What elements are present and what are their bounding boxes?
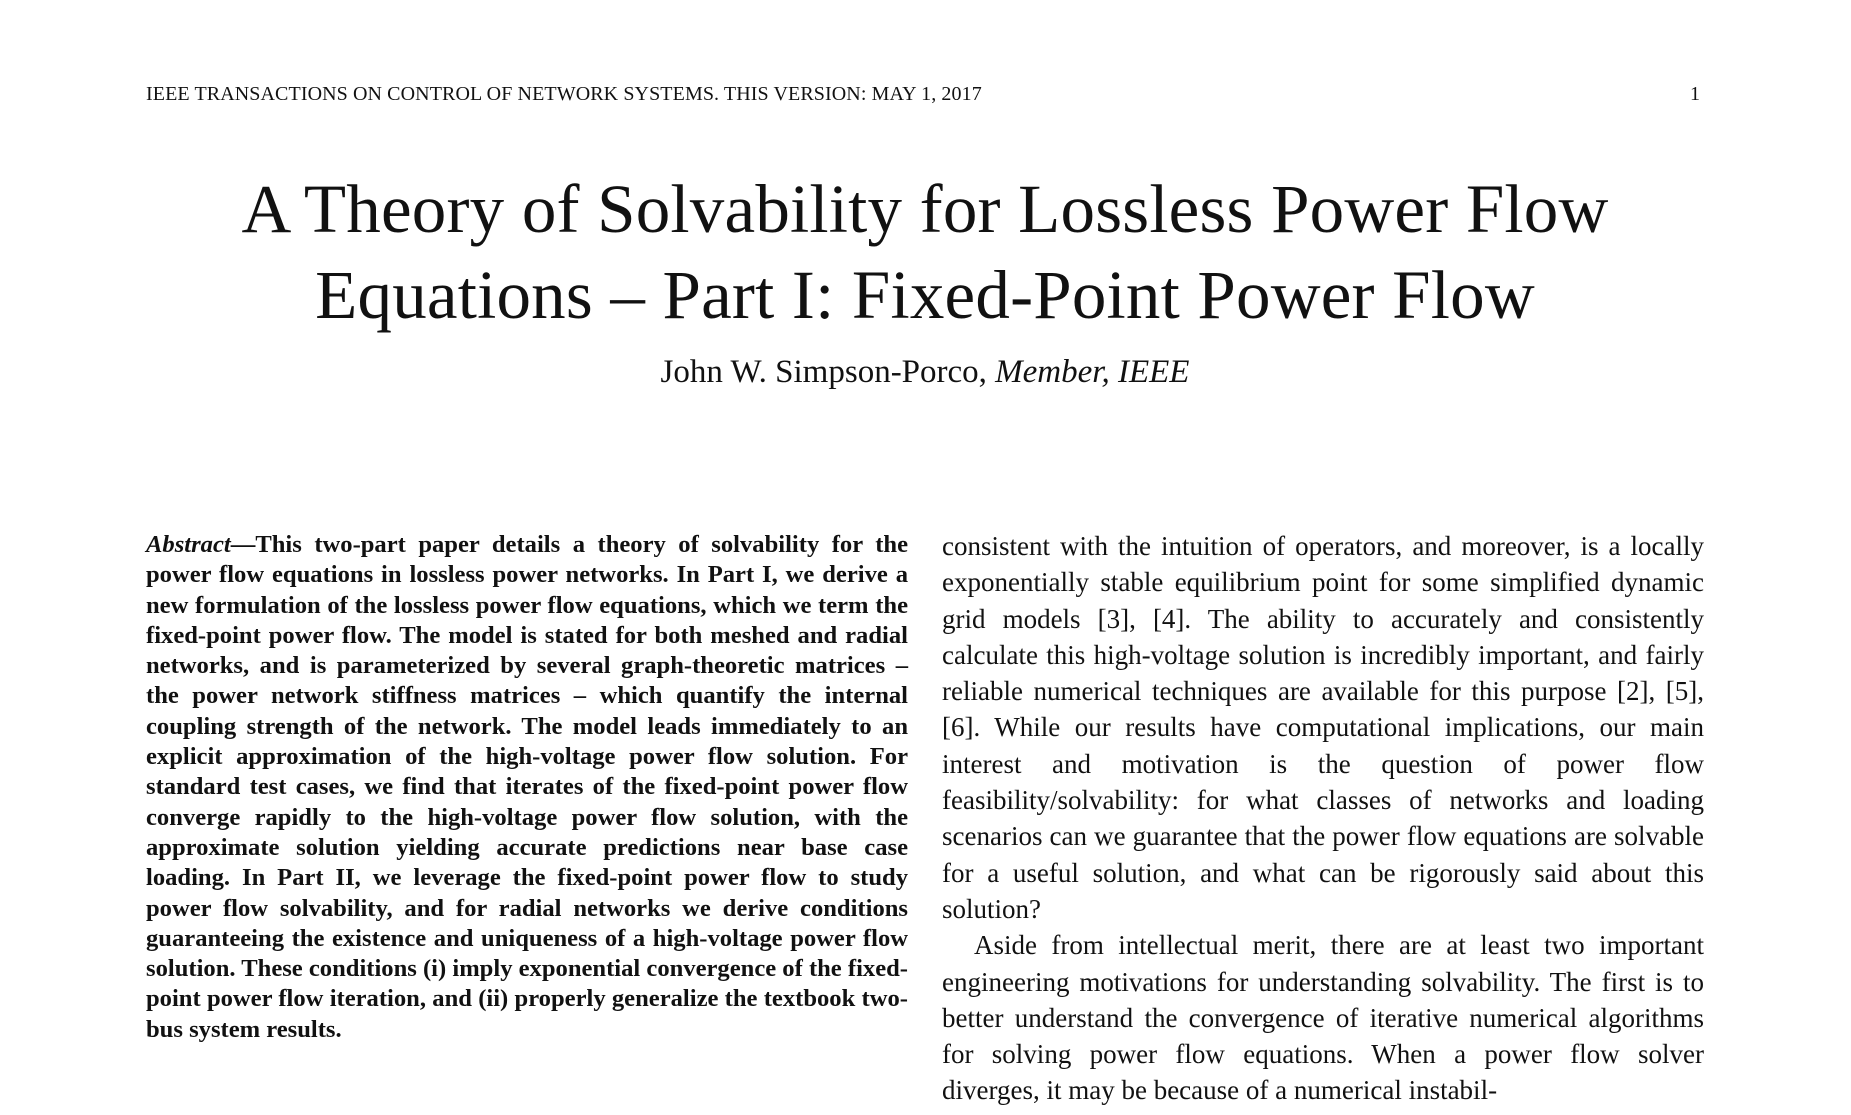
author-role: Member, IEEE	[995, 354, 1190, 390]
page-number: 1	[1690, 83, 1700, 105]
paper-title	[120, 166, 1730, 338]
author-name: John W. Simpson-Porco,	[660, 354, 987, 390]
body-paragraph-2: Aside from intellectual merit, there are at least two important engineering motivations for understanding solvability. The first is to better understand the convergence of iterative numerical algorithms for solving power flow equations. When a power flow solver diverges, it may be because of a numerical instabil-	[942, 930, 1704, 1106]
running-head: IEEE TRANSACTIONS ON CONTROL OF NETWORK SYSTEMS. THIS VERSION: MAY 1, 2017	[146, 83, 982, 105]
abstract-text: —This two-part paper details a theory of solvability for the power flow equations in lossless power networks. In Part I, we derive a new formulation of the lossless power flow equations, which we term the fixed-point power flow. The model is stated for both meshed and radial networks, and is parameterized by several graph-theoretic matrices – the power network stiffness matrices – which quantify the internal coupling strength of the network. The model leads immediately to an explicit approximation of the high-voltage power flow solution. For standard test cases, we find that iterates of the fixed-point power flow converge rapidly to the high-voltage power flow solution, with the approximate solution yielding accurate predictions near base case loading. In Part II, we leverage the fixed-point power flow to study power flow solvability, and for radial networks we derive conditions guaranteeing the existence and uniqueness of a high-voltage power flow solution. These conditions (i) imply exponential convergence of the fixed-point power flow iteration, and (ii) properly generalize the textbook two-bus system results.	[146, 531, 908, 1043]
title-line-1: A Theory of Solvability for Lossless Power Flow	[241, 171, 1609, 247]
abstract-label: Abstract	[146, 531, 231, 558]
body-column-right	[942, 528, 1704, 1109]
abstract	[146, 530, 908, 1045]
author-line	[120, 354, 1730, 391]
body-paragraph-1: consistent with the intuition of operators, and moreover, is a locally exponentially stable equilibrium point for some simplified dynamic grid models [3], [4]. The ability to accurately and consistently calculate this high-voltage solution is incredibly important, and fairly reliable numerical techniques are available for this purpose [2], [5], [6]. While our results have computational implications, our main interest and motivation is the question of power flow feasibility/solvability: for what classes of networks and loading scenarios can we guarantee that the power flow equations are solvable for a useful solution, and what can be rigorously said about this solution?	[942, 531, 1704, 924]
title-line-2: Equations – Part I: Fixed-Point Power Flow	[315, 257, 1535, 333]
